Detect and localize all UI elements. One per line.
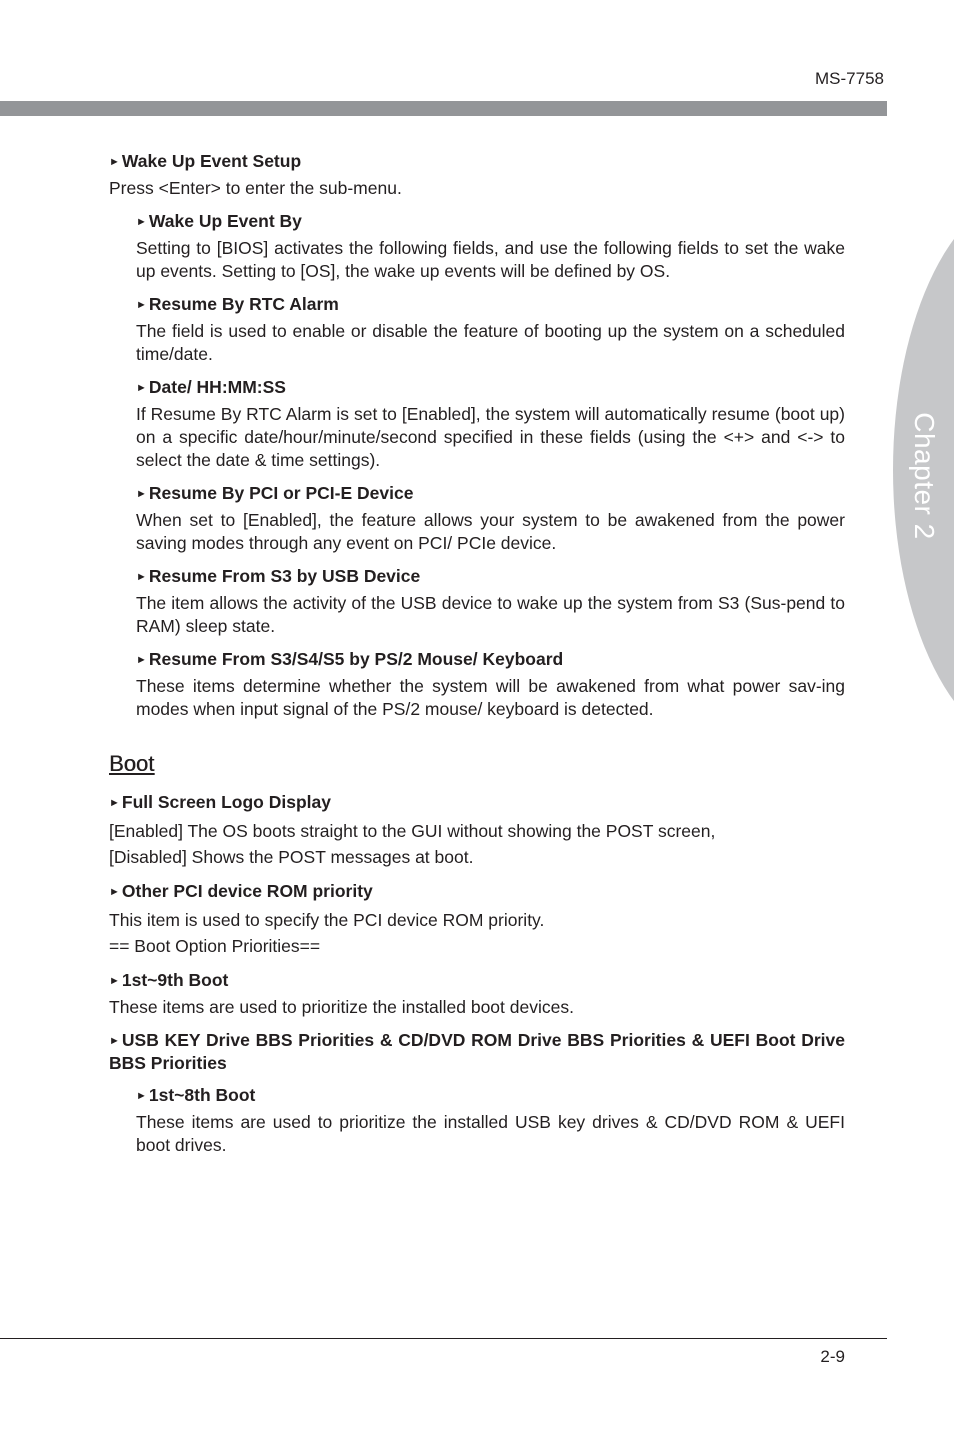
date-time — [109, 376, 845, 472]
item-text: [Disabled] Shows the POST messages at boot. — [109, 847, 474, 867]
bullet-triangle-icon: ► — [136, 488, 147, 500]
bullet-triangle-icon: ► — [136, 1090, 147, 1102]
item-text: The item allows the activity of the USB device to wake up the system from S3 (Sus-pend to RAM) sleep state. — [136, 593, 845, 636]
item-heading: Resume From S3/S4/S5 by PS/2 Mouse/ Keyboard — [148, 649, 564, 669]
chapter-tab-label: Chapter 2 — [909, 412, 940, 540]
usb-key-bbs-priorities — [109, 1029, 845, 1074]
page-number: 2-9 — [820, 1347, 845, 1366]
item-text: [Enabled] The OS boots straight to the GUI without showing the POST screen, — [109, 821, 716, 841]
wake-up-event-setup — [109, 150, 845, 200]
bullet-triangle-icon: ► — [109, 156, 120, 168]
item-heading: 1st~9th Boot — [121, 970, 229, 990]
item-text: These items are used to prioritize the installed USB key drives & CD/DVD ROM & UEFI boot drives. — [136, 1112, 845, 1155]
item-text: The field is used to enable or disable the feature of booting up the system on a scheduled time/date. — [136, 321, 845, 364]
resume-by-rtc-alarm — [109, 293, 845, 366]
section-text: Press <Enter> to enter the sub-menu. — [109, 178, 402, 198]
resume-by-pci — [109, 482, 845, 555]
item-heading: Resume By PCI or PCI-E Device — [148, 483, 414, 503]
resume-from-ps2 — [109, 648, 845, 721]
model-label: MS-7758 — [815, 69, 884, 88]
bullet-triangle-icon: ► — [136, 654, 147, 666]
item-text: If Resume By RTC Alarm is set to [Enabled], the system will automatically resume (boot up) on a specific date/hour/minute/second specified in these fields (using the <+> and <-> to select the date & time settings). — [136, 404, 845, 470]
footer-rule — [0, 1338, 887, 1339]
full-screen-logo-display — [109, 791, 845, 870]
item-heading: Wake Up Event By — [148, 211, 302, 231]
item-text: These items are used to prioritize the installed boot devices. — [109, 997, 574, 1017]
bullet-triangle-icon: ► — [136, 216, 147, 228]
item-heading: Other PCI device ROM priority — [121, 881, 373, 901]
bullet-triangle-icon: ► — [136, 382, 147, 394]
resume-from-s3-usb — [109, 565, 845, 638]
header-bar — [0, 101, 887, 116]
other-pci-rom-priority — [109, 880, 845, 959]
bullet-triangle-icon: ► — [136, 571, 147, 583]
item-text: These items determine whether the system will be awakened from what power sav-ing modes when input signal of the PS/2 mouse/ keyboard is detected. — [136, 676, 845, 719]
bullet-triangle-icon: ► — [109, 1035, 120, 1047]
bullet-triangle-icon: ► — [109, 975, 120, 987]
boot-order — [109, 969, 845, 1019]
item-text: Setting to [BIOS] activates the following fields, and use the following fields to set the wake up events. Setting to [OS], the wake up events will be defined by OS. — [136, 238, 845, 281]
item-heading: Resume By RTC Alarm — [148, 294, 339, 314]
section-heading: Wake Up Event Setup — [121, 151, 302, 171]
item-text: This item is used to specify the PCI device ROM priority. — [109, 910, 545, 930]
item-text: When set to [Enabled], the feature allows your system to be awakened from the power saving modes through any event on PCI/ PCIe device. — [136, 510, 845, 553]
item-text: == Boot Option Priorities== — [109, 936, 321, 956]
bullet-triangle-icon: ► — [109, 797, 120, 809]
item-heading: USB KEY Drive BBS Priorities & CD/DVD ROM Drive BBS Priorities & UEFI Boot Drive BBS Priorities — [109, 1030, 845, 1073]
item-heading: Full Screen Logo Display — [121, 792, 331, 812]
item-heading: Date/ HH:MM:SS — [148, 377, 286, 397]
boot-section-title: Boot — [109, 751, 155, 776]
bullet-triangle-icon: ► — [109, 886, 120, 898]
wake-up-event-by — [109, 210, 845, 283]
bullet-triangle-icon: ► — [136, 299, 147, 311]
item-heading: 1st~8th Boot — [148, 1085, 256, 1105]
page-content — [109, 150, 845, 1167]
usb-key-boot-order — [109, 1084, 845, 1157]
item-heading: Resume From S3 by USB Device — [148, 566, 421, 586]
